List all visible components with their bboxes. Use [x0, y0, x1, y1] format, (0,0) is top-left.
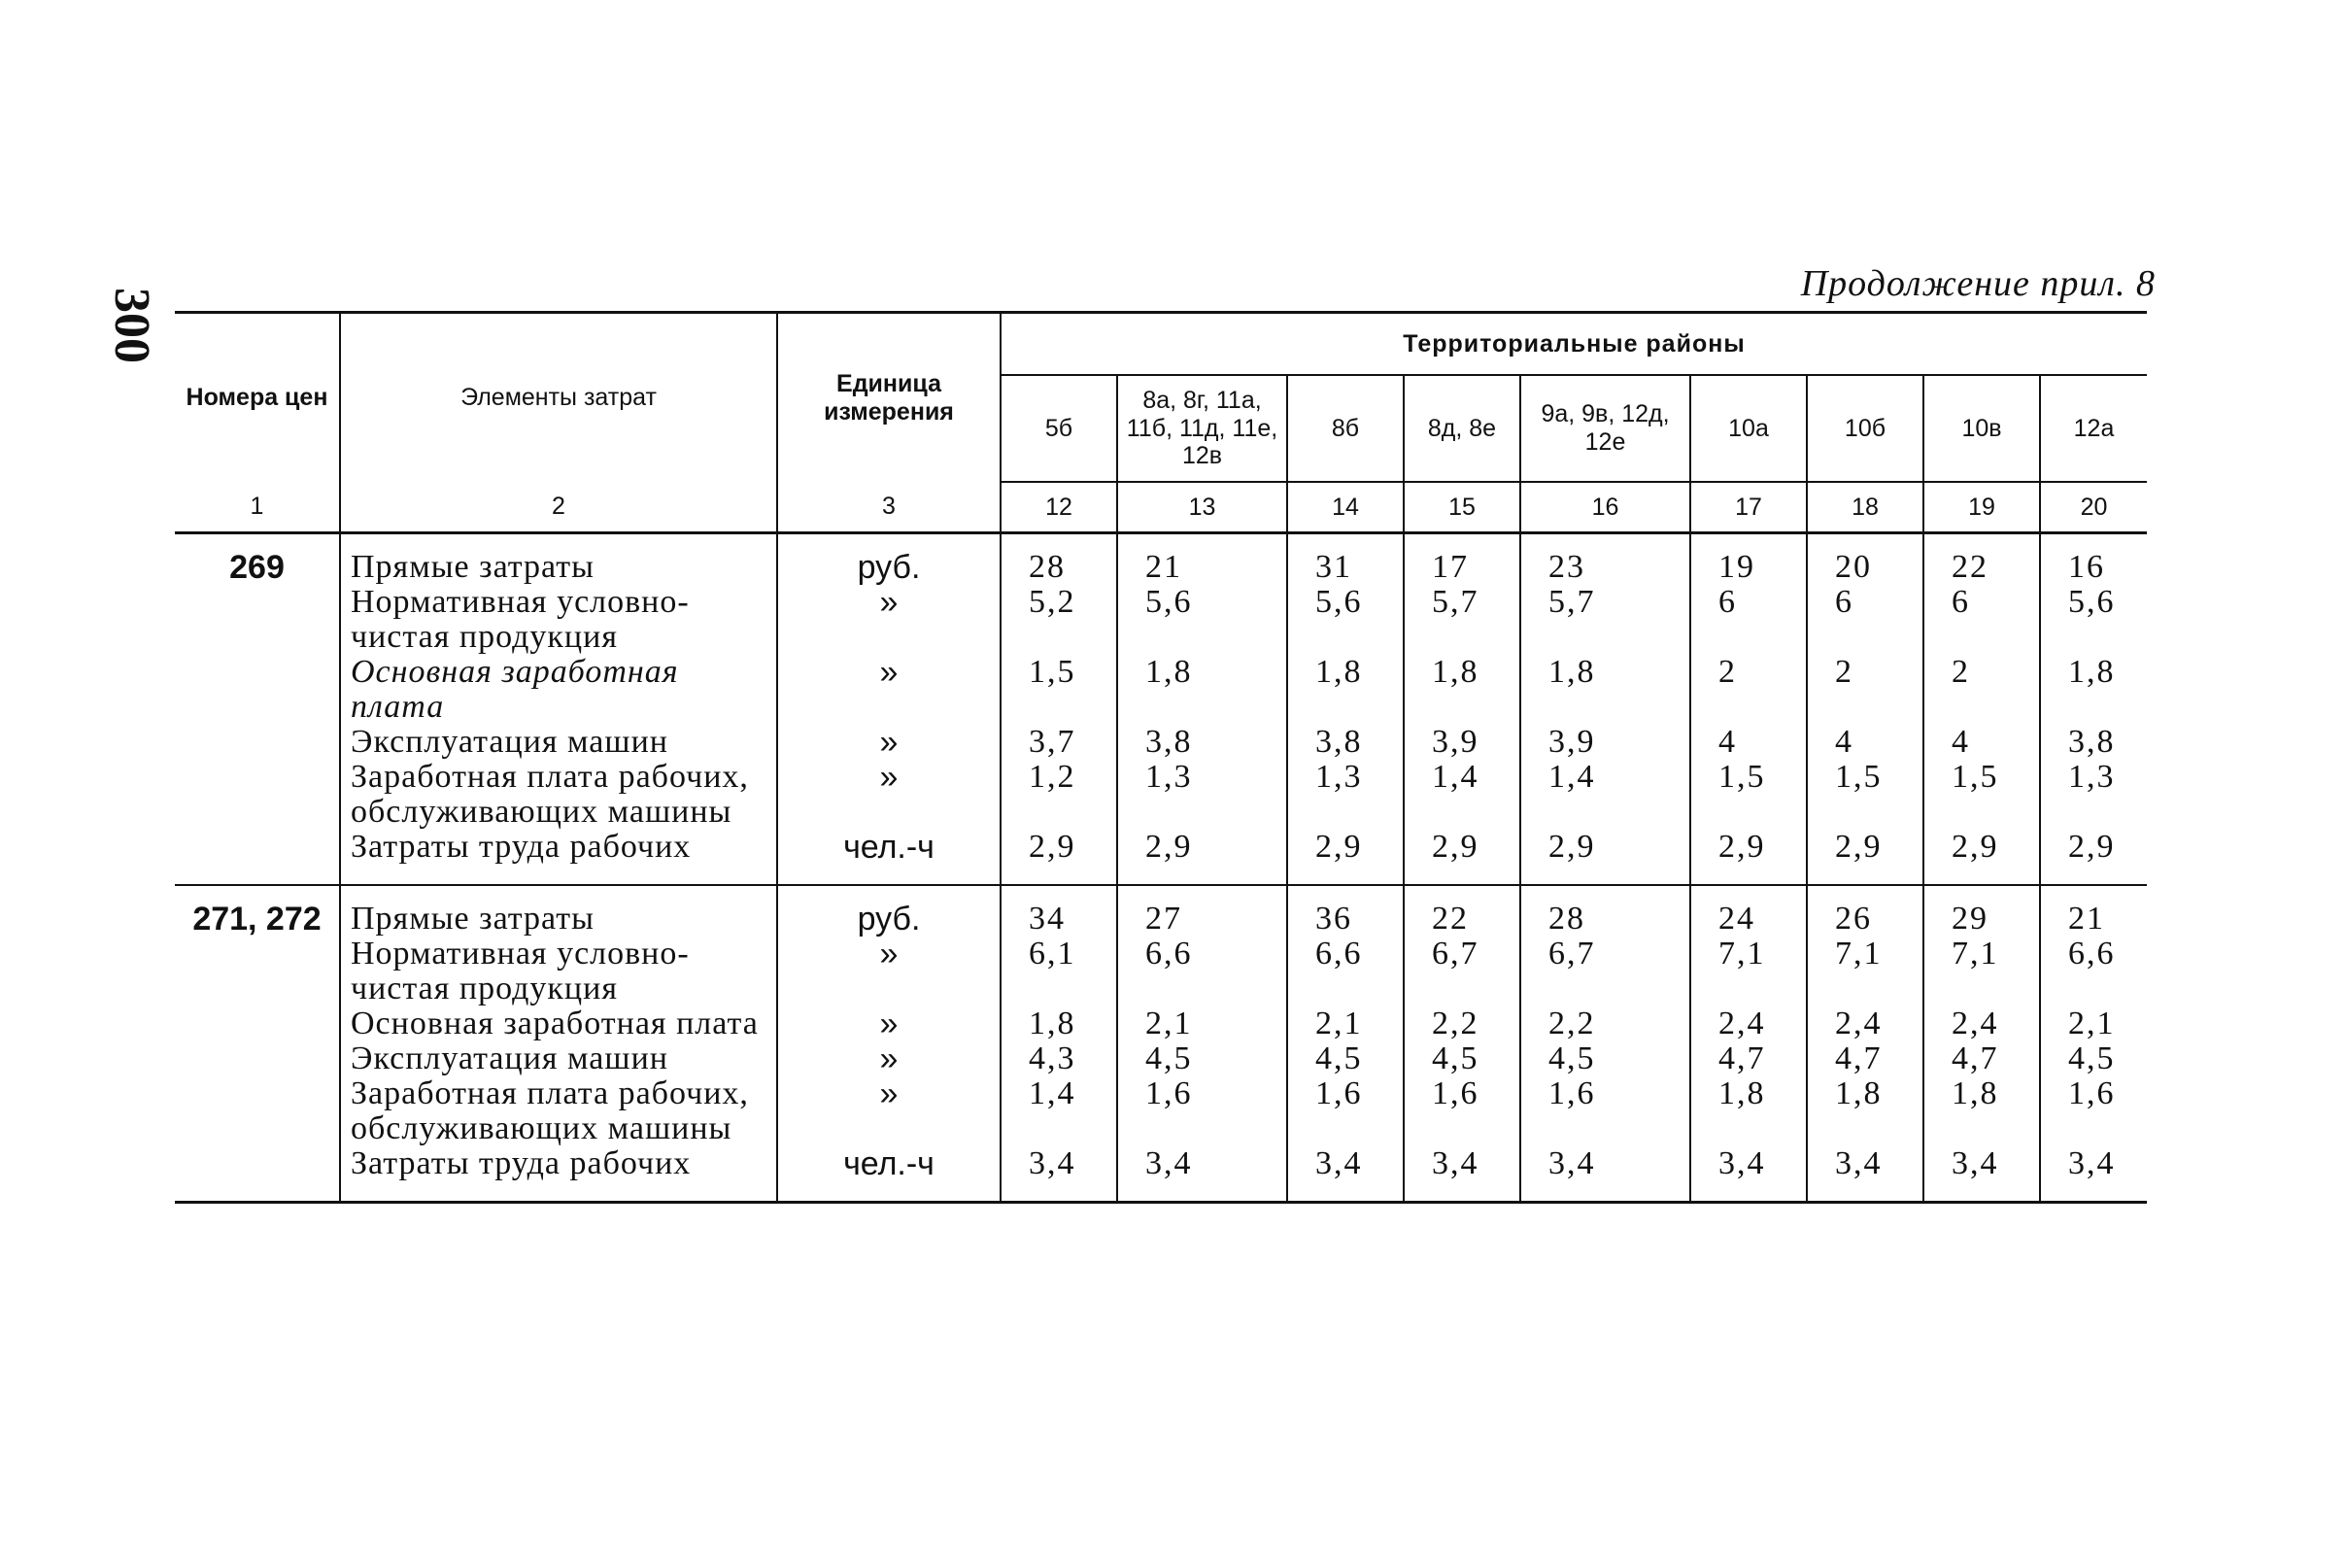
value-cell: 7,1	[1923, 937, 2040, 1006]
table-row	[175, 1076, 2147, 1146]
value-cell: 21	[1117, 533, 1287, 586]
value-cell: 3,4	[1923, 1146, 2040, 1203]
column-number: 14	[1287, 482, 1404, 533]
cost-element: Прямые затраты	[340, 885, 777, 937]
value-cell: 2,2	[1520, 1006, 1690, 1041]
unit-cell: »	[777, 725, 1001, 760]
table-row	[175, 937, 2147, 1006]
value-cell: 1,3	[1117, 760, 1287, 830]
column-number: 17	[1690, 482, 1807, 533]
value-cell: 1,8	[1001, 1006, 1117, 1041]
value-cell: 2,9	[1287, 830, 1404, 885]
unit-cell: »	[777, 585, 1001, 655]
value-cell: 1,6	[1287, 1076, 1404, 1146]
value-cell: 2,9	[2040, 830, 2147, 885]
value-cell: 1,2	[1001, 760, 1117, 830]
value-cell: 21	[2040, 885, 2147, 937]
value-cell: 5,7	[1520, 585, 1690, 655]
value-cell: 4,7	[1923, 1041, 2040, 1076]
value-cell: 2,9	[1690, 830, 1807, 885]
table-row	[175, 885, 2147, 937]
table-row	[175, 585, 2147, 655]
value-cell: 2,9	[1404, 830, 1520, 885]
value-cell: 1,5	[1690, 760, 1807, 830]
value-cell: 2,1	[1117, 1006, 1287, 1041]
value-cell: 22	[1923, 533, 2040, 586]
unit-cell: »	[777, 760, 1001, 830]
value-cell: 3,9	[1520, 725, 1690, 760]
unit-cell: »	[777, 937, 1001, 1006]
value-cell: 29	[1923, 885, 2040, 937]
price-number	[175, 725, 340, 760]
value-cell: 3,4	[1690, 1146, 1807, 1203]
value-cell: 20	[1807, 533, 1923, 586]
value-cell: 6,1	[1001, 937, 1117, 1006]
value-cell: 6	[1690, 585, 1807, 655]
value-cell: 4,3	[1001, 1041, 1117, 1076]
unit-cell: чел.-ч	[777, 830, 1001, 885]
value-cell: 6,6	[2040, 937, 2147, 1006]
value-cell: 6,7	[1404, 937, 1520, 1006]
value-cell: 34	[1001, 885, 1117, 937]
value-cell: 3,4	[1404, 1146, 1520, 1203]
table-row	[175, 655, 2147, 725]
value-cell: 3,4	[1520, 1146, 1690, 1203]
value-cell: 1,6	[1117, 1076, 1287, 1146]
cost-element: Затраты труда рабочих	[340, 1146, 777, 1203]
value-cell: 23	[1520, 533, 1690, 586]
unit-cell: »	[777, 1006, 1001, 1041]
value-cell: 4,5	[1404, 1041, 1520, 1076]
column-number: 12	[1001, 482, 1117, 533]
value-cell: 4,5	[1287, 1041, 1404, 1076]
column-number: 1	[175, 482, 340, 533]
column-number: 15	[1404, 482, 1520, 533]
price-number	[175, 1041, 340, 1076]
column-number: 20	[2040, 482, 2147, 533]
column-number: 19	[1923, 482, 2040, 533]
value-cell: 1,6	[1520, 1076, 1690, 1146]
cost-element: Нормативная условно-чистая продукция	[340, 937, 777, 1006]
cost-element: Эксплуатация машин	[340, 725, 777, 760]
price-number	[175, 937, 340, 1006]
value-cell: 2,4	[1690, 1006, 1807, 1041]
header-region: 10а	[1690, 375, 1807, 482]
value-cell: 6	[1807, 585, 1923, 655]
value-cell: 1,6	[1404, 1076, 1520, 1146]
value-cell: 3,9	[1404, 725, 1520, 760]
value-cell: 1,6	[2040, 1076, 2147, 1146]
column-number: 16	[1520, 482, 1690, 533]
cost-element: Нормативная условно-чистая продукция	[340, 585, 777, 655]
value-cell: 31	[1287, 533, 1404, 586]
value-cell: 6	[1923, 585, 2040, 655]
page-number: 300	[104, 288, 159, 363]
value-cell: 28	[1001, 533, 1117, 586]
value-cell: 3,4	[1287, 1146, 1404, 1203]
cost-element: Заработная плата рабочих, обслуживающих машины	[340, 1076, 777, 1146]
value-cell: 1,5	[1923, 760, 2040, 830]
price-number: 269	[229, 549, 285, 586]
price-group-271-272	[175, 885, 2147, 1203]
unit-cell: »	[777, 1076, 1001, 1146]
table-row	[175, 760, 2147, 830]
unit-cell: »	[777, 1041, 1001, 1076]
value-cell: 3,8	[1117, 725, 1287, 760]
value-cell: 5,6	[2040, 585, 2147, 655]
value-cell: 5,2	[1001, 585, 1117, 655]
value-cell: 1,3	[2040, 760, 2147, 830]
value-cell: 2,4	[1923, 1006, 2040, 1041]
price-number	[175, 655, 340, 725]
value-cell: 1,8	[1117, 655, 1287, 725]
value-cell: 1,5	[1807, 760, 1923, 830]
value-cell: 16	[2040, 533, 2147, 586]
value-cell: 4,5	[1117, 1041, 1287, 1076]
value-cell: 1,8	[1807, 1076, 1923, 1146]
header-unit: Единица измерения	[777, 313, 1001, 483]
value-cell: 1,4	[1404, 760, 1520, 830]
price-group-269	[175, 533, 2147, 886]
value-cell: 2	[1923, 655, 2040, 725]
cost-element: Эксплуатация машин	[340, 1041, 777, 1076]
value-cell: 22	[1404, 885, 1520, 937]
table-row	[175, 533, 2147, 586]
value-cell: 4,7	[1690, 1041, 1807, 1076]
value-cell: 1,8	[2040, 655, 2147, 725]
value-cell: 7,1	[1690, 937, 1807, 1006]
value-cell: 1,8	[1520, 655, 1690, 725]
value-cell: 2,9	[1520, 830, 1690, 885]
value-cell: 1,8	[1404, 655, 1520, 725]
value-cell: 1,8	[1923, 1076, 2040, 1146]
unit-cell: »	[777, 655, 1001, 725]
table-row	[175, 830, 2147, 885]
header-regions-group: Территориальные районы	[1001, 313, 2147, 376]
value-cell: 3,4	[1001, 1146, 1117, 1203]
price-number	[175, 830, 340, 885]
value-cell: 2,4	[1807, 1006, 1923, 1041]
value-cell: 27	[1117, 885, 1287, 937]
header-region: 8д, 8е	[1404, 375, 1520, 482]
cost-element: Затраты труда рабочих	[340, 830, 777, 885]
value-cell: 6,6	[1117, 937, 1287, 1006]
value-cell: 2,9	[1001, 830, 1117, 885]
value-cell: 4	[1807, 725, 1923, 760]
table-header	[175, 313, 2147, 533]
value-cell: 36	[1287, 885, 1404, 937]
value-cell: 1,8	[1287, 655, 1404, 725]
value-cell: 7,1	[1807, 937, 1923, 1006]
value-cell: 6,7	[1520, 937, 1690, 1006]
price-number	[175, 1006, 340, 1041]
value-cell: 5,6	[1117, 585, 1287, 655]
header-cost-elements: Элементы затрат	[340, 313, 777, 483]
value-cell: 19	[1690, 533, 1807, 586]
unit-cell: руб.	[777, 885, 1001, 937]
value-cell: 2	[1690, 655, 1807, 725]
value-cell: 1,3	[1287, 760, 1404, 830]
value-cell: 4,5	[1520, 1041, 1690, 1076]
header-region: 5б	[1001, 375, 1117, 482]
value-cell: 3,4	[2040, 1146, 2147, 1203]
value-cell: 1,8	[1690, 1076, 1807, 1146]
value-cell: 4,5	[2040, 1041, 2147, 1076]
value-cell: 4	[1690, 725, 1807, 760]
value-cell: 1,4	[1520, 760, 1690, 830]
value-cell: 2,1	[2040, 1006, 2147, 1041]
cost-element: Основная заработная плата	[340, 655, 777, 725]
header-region: 9а, 9в, 12д, 12е	[1520, 375, 1690, 482]
column-number: 3	[777, 482, 1001, 533]
price-number: 271, 272	[175, 885, 340, 937]
column-number: 13	[1117, 482, 1287, 533]
column-number: 2	[340, 482, 777, 533]
value-cell: 4,7	[1807, 1041, 1923, 1076]
value-cell: 28	[1520, 885, 1690, 937]
value-cell: 24	[1690, 885, 1807, 937]
value-cell: 1,4	[1001, 1076, 1117, 1146]
header-price-numbers: Номера цен	[186, 384, 328, 412]
price-table	[175, 311, 2147, 1204]
value-cell: 2,9	[1923, 830, 2040, 885]
value-cell: 3,4	[1117, 1146, 1287, 1203]
column-number: 18	[1807, 482, 1923, 533]
header-region: 12а	[2040, 375, 2147, 482]
value-cell: 3,7	[1001, 725, 1117, 760]
cost-element: Заработная плата рабочих, обслуживающих машины	[340, 760, 777, 830]
column-numbers-row	[175, 482, 2147, 533]
header-region: 8а, 8г, 11а, 11б, 11д, 11е, 12в	[1117, 375, 1287, 482]
cost-element: Основная заработная плата	[340, 1006, 777, 1041]
table-row	[175, 1006, 2147, 1041]
price-number	[175, 760, 340, 830]
table-row	[175, 1146, 2147, 1203]
price-number	[175, 585, 340, 655]
value-cell: 4	[1923, 725, 2040, 760]
value-cell: 1,5	[1001, 655, 1117, 725]
price-number	[175, 1076, 340, 1146]
table-row	[175, 1041, 2147, 1076]
header-region: 8б	[1287, 375, 1404, 482]
value-cell: 6,6	[1287, 937, 1404, 1006]
value-cell: 26	[1807, 885, 1923, 937]
unit-cell: чел.-ч	[777, 1146, 1001, 1203]
table-row	[175, 725, 2147, 760]
continuation-label: Продолжение прил. 8	[1800, 263, 2156, 304]
value-cell: 2,9	[1117, 830, 1287, 885]
price-number	[175, 1146, 340, 1203]
value-cell: 2	[1807, 655, 1923, 725]
value-cell: 2,1	[1287, 1006, 1404, 1041]
cost-element: Прямые затраты	[340, 533, 777, 586]
value-cell: 2,9	[1807, 830, 1923, 885]
value-cell: 3,8	[1287, 725, 1404, 760]
value-cell: 5,6	[1287, 585, 1404, 655]
header-region: 10б	[1807, 375, 1923, 482]
value-cell: 17	[1404, 533, 1520, 586]
value-cell: 3,4	[1807, 1146, 1923, 1203]
value-cell: 2,2	[1404, 1006, 1520, 1041]
value-cell: 3,8	[2040, 725, 2147, 760]
header-region: 10в	[1923, 375, 2040, 482]
unit-cell: руб.	[777, 533, 1001, 586]
value-cell: 5,7	[1404, 585, 1520, 655]
